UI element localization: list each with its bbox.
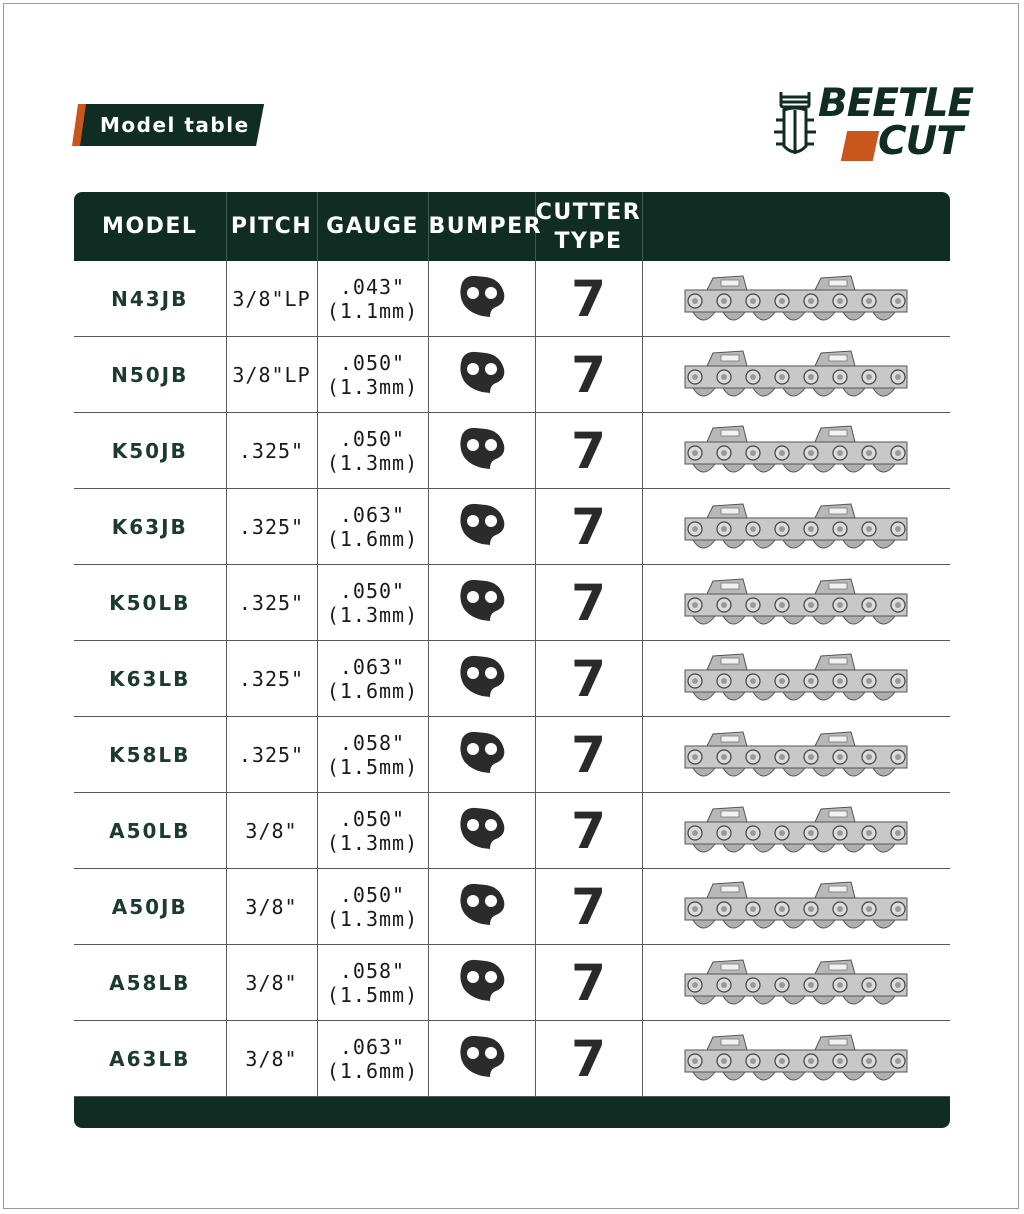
bumper-cell xyxy=(428,413,535,489)
chain-image-cell xyxy=(642,565,950,641)
chain-image-cell xyxy=(642,945,950,1021)
bumper-cell xyxy=(428,717,535,793)
gauge-mm: (1.3mm) xyxy=(326,906,419,931)
gauge-inch: .043" xyxy=(339,274,406,299)
gauge-mm: (1.3mm) xyxy=(326,830,419,855)
bumper-link-icon xyxy=(456,273,508,319)
chain-image-cell xyxy=(642,489,950,565)
bumper-link-icon xyxy=(456,957,508,1003)
model-table xyxy=(74,192,950,1128)
bumper-cell xyxy=(428,1021,535,1097)
pitch-cell: .325" xyxy=(226,413,317,489)
brand-logo xyxy=(772,81,974,166)
table-row xyxy=(74,413,950,489)
gauge-inch: .050" xyxy=(339,882,406,907)
model-cell: K58LB xyxy=(74,717,226,793)
table-row xyxy=(74,641,950,717)
chain-image-cell xyxy=(642,337,950,413)
pitch-cell: .325" xyxy=(226,641,317,717)
bumper-link-icon xyxy=(456,501,508,547)
pitch-cell: 3/8" xyxy=(226,793,317,869)
cutter-type-glyph: 7 xyxy=(571,269,606,328)
gauge-cell xyxy=(317,413,428,489)
model-cell: A50JB xyxy=(74,869,226,945)
gauge-mm: (1.3mm) xyxy=(326,450,419,475)
pitch-cell: 3/8" xyxy=(226,945,317,1021)
gauge-cell xyxy=(317,565,428,641)
col-header-gauge: GAUGE xyxy=(317,192,428,261)
cutter-type-glyph: 7 xyxy=(571,1029,606,1088)
table-row xyxy=(74,1021,950,1097)
bumper-cell xyxy=(428,489,535,565)
chain-image-cell xyxy=(642,869,950,945)
bumper-cell xyxy=(428,641,535,717)
chain-image xyxy=(681,726,911,784)
gauge-mm: (1.3mm) xyxy=(326,374,419,399)
model-cell: K63LB xyxy=(74,641,226,717)
model-table-badge xyxy=(72,104,264,146)
badge-label: Model table xyxy=(100,113,250,137)
model-cell: N50JB xyxy=(74,337,226,413)
table-row xyxy=(74,793,950,869)
logo-word-cut: CUT xyxy=(878,119,962,164)
gauge-mm: (1.6mm) xyxy=(326,678,419,703)
pitch-cell: 3/8" xyxy=(226,1021,317,1097)
cutter-type-glyph: 7 xyxy=(571,497,606,556)
col-header-pitch: PITCH xyxy=(226,192,317,261)
chain-image-cell xyxy=(642,717,950,793)
pitch-cell: .325" xyxy=(226,717,317,793)
cutter-type-cell xyxy=(535,641,642,717)
gauge-mm: (1.5mm) xyxy=(326,754,419,779)
gauge-inch: .058" xyxy=(339,958,406,983)
logo-accent-bar xyxy=(841,131,879,161)
table-row xyxy=(74,717,950,793)
cutter-type-cell xyxy=(535,565,642,641)
gauge-mm: (1.6mm) xyxy=(326,526,419,551)
chain-image xyxy=(681,650,911,708)
bumper-cell xyxy=(428,565,535,641)
bumper-link-icon xyxy=(456,653,508,699)
gauge-cell xyxy=(317,1021,428,1097)
cutter-type-cell xyxy=(535,1021,642,1097)
cutter-type-glyph: 7 xyxy=(571,801,606,860)
chain-image xyxy=(681,346,911,404)
bumper-link-icon xyxy=(456,1033,508,1079)
chain-image xyxy=(681,802,911,860)
table-header-row xyxy=(74,192,950,261)
cutter-type-glyph: 7 xyxy=(571,877,606,936)
col-header-image xyxy=(642,192,950,261)
gauge-mm: (1.1mm) xyxy=(326,298,419,323)
chain-image xyxy=(681,878,911,936)
cutter-type-cell xyxy=(535,869,642,945)
gauge-inch: .050" xyxy=(339,578,406,603)
table-row xyxy=(74,945,950,1021)
table-row xyxy=(74,565,950,641)
gauge-cell xyxy=(317,261,428,337)
bumper-link-icon xyxy=(456,425,508,471)
bumper-link-icon xyxy=(456,805,508,851)
chain-image xyxy=(681,954,911,1012)
cutter-type-cell xyxy=(535,793,642,869)
pitch-cell: 3/8"LP xyxy=(226,337,317,413)
chain-image-cell xyxy=(642,261,950,337)
col-header-bumper: BUMPER xyxy=(428,192,535,261)
gauge-inch: .050" xyxy=(339,806,406,831)
chain-image-cell xyxy=(642,793,950,869)
gauge-inch: .063" xyxy=(339,1034,406,1059)
bumper-cell xyxy=(428,869,535,945)
cutter-type-glyph: 7 xyxy=(571,725,606,784)
cutter-type-glyph: 7 xyxy=(571,953,606,1012)
cutter-type-glyph: 7 xyxy=(571,649,606,708)
logo-word-beetle: BEETLE xyxy=(818,81,974,126)
gauge-mm: (1.3mm) xyxy=(326,602,419,627)
beetle-icon xyxy=(772,88,818,164)
gauge-inch: .050" xyxy=(339,350,406,375)
gauge-cell xyxy=(317,337,428,413)
chain-image-cell xyxy=(642,413,950,489)
chain-image-cell xyxy=(642,1021,950,1097)
cutter-type-glyph: 7 xyxy=(571,573,606,632)
gauge-cell xyxy=(317,489,428,565)
col-header-model: MODEL xyxy=(74,192,226,261)
gauge-inch: .063" xyxy=(339,654,406,679)
gauge-cell xyxy=(317,717,428,793)
cutter-type-cell xyxy=(535,337,642,413)
bumper-link-icon xyxy=(456,349,508,395)
col-header-cutter-type: CUTTER TYPE xyxy=(535,192,642,261)
chain-image xyxy=(681,498,911,556)
table-row xyxy=(74,261,950,337)
cutter-type-cell xyxy=(535,413,642,489)
pitch-cell: .325" xyxy=(226,565,317,641)
gauge-mm: (1.6mm) xyxy=(326,1058,419,1083)
pitch-cell: 3/8" xyxy=(226,869,317,945)
gauge-inch: .058" xyxy=(339,730,406,755)
model-cell: N43JB xyxy=(74,261,226,337)
cutter-type-cell xyxy=(535,489,642,565)
gauge-cell xyxy=(317,869,428,945)
gauge-cell xyxy=(317,793,428,869)
model-cell: A58LB xyxy=(74,945,226,1021)
bumper-cell xyxy=(428,261,535,337)
cutter-type-cell xyxy=(535,945,642,1021)
bumper-cell xyxy=(428,945,535,1021)
model-cell: A50LB xyxy=(74,793,226,869)
model-cell: K50JB xyxy=(74,413,226,489)
pitch-cell: 3/8"LP xyxy=(226,261,317,337)
chain-image xyxy=(681,574,911,632)
table-footer-bar xyxy=(74,1104,950,1128)
bumper-cell xyxy=(428,793,535,869)
table-row xyxy=(74,337,950,413)
chain-image xyxy=(681,422,911,480)
model-cell: A63LB xyxy=(74,1021,226,1097)
bumper-cell xyxy=(428,337,535,413)
cutter-type-cell xyxy=(535,261,642,337)
bumper-link-icon xyxy=(456,729,508,775)
chain-image-cell xyxy=(642,641,950,717)
cutter-type-cell xyxy=(535,717,642,793)
chain-image xyxy=(681,1030,911,1088)
table-row xyxy=(74,489,950,565)
cutter-type-glyph: 7 xyxy=(571,421,606,480)
gauge-cell xyxy=(317,641,428,717)
cutter-type-glyph: 7 xyxy=(571,345,606,404)
bumper-link-icon xyxy=(456,577,508,623)
chain-image xyxy=(681,270,911,328)
model-cell: K63JB xyxy=(74,489,226,565)
bumper-link-icon xyxy=(456,881,508,927)
model-cell: K50LB xyxy=(74,565,226,641)
gauge-cell xyxy=(317,945,428,1021)
gauge-mm: (1.5mm) xyxy=(326,982,419,1007)
gauge-inch: .050" xyxy=(339,426,406,451)
gauge-inch: .063" xyxy=(339,502,406,527)
table-row xyxy=(74,869,950,945)
pitch-cell: .325" xyxy=(226,489,317,565)
